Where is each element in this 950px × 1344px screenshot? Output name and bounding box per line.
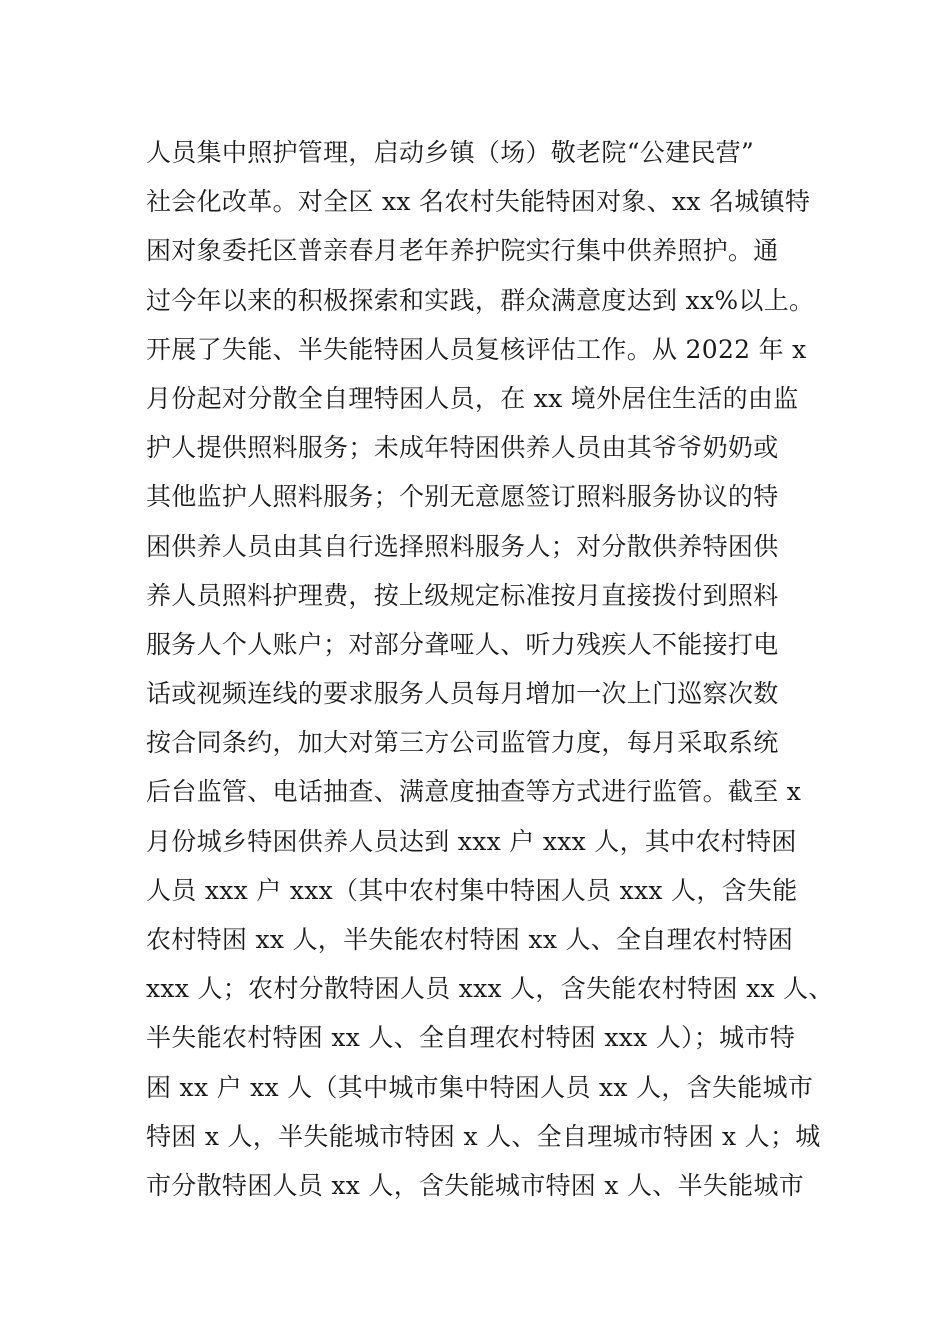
text-line: 人员集中照护管理，启动乡镇（场）敬老院“公建民营”: [146, 138, 755, 167]
text-line: 按合同条约，加大对第三方公司监管力度，每月采取系统: [146, 728, 779, 758]
text-line: 人员 xxx 户 xxx（其中农村集中特困人员 xxx 人，含失能: [146, 875, 798, 905]
body-text: [146, 128, 834, 1210]
text-line: 月份起对分散全自理特困人员，在 xx 境外居住生活的由监: [146, 383, 799, 413]
text-line: 后台监管、电话抽查、满意度抽查等方式进行监管。截至 x: [146, 777, 802, 807]
text-line: 话或视频连线的要求服务人员每月增加一次上门巡察次数: [146, 679, 779, 709]
text-line: 护人提供照料服务；未成年特困供养人员由其爷爷奶奶或: [146, 433, 779, 463]
text-line: 养人员照料护理费，按上级规定标准按月直接拨付到照料: [146, 580, 779, 610]
text-line: 特困 x 人，半失能城市特困 x 人、全自理城市特困 x 人；城: [146, 1121, 821, 1151]
text-line: 半失能农村特困 xx 人、全自理农村特困 xxx 人）；城市特: [146, 1023, 796, 1053]
text-line: 市分散特困人员 xx 人，含失能城市特困 x 人、半失能城市: [146, 1170, 805, 1200]
text-line: 开展了失能、半失能特困人员复核评估工作。从 2022 年 x: [146, 334, 807, 364]
text-line: 社会化改革。对全区 xx 名农村失能特困对象、xx 名城镇特: [146, 187, 811, 217]
text-line: 困对象委托区普亲春月老年养护院实行集中供养照护。通: [146, 236, 779, 266]
text-line: 其他监护人照料服务；个别无意愿签订照料服务协议的特: [146, 482, 779, 512]
text-line: 月份城乡特困供养人员达到 xxx 户 xxx 人，其中农村特困: [146, 826, 797, 856]
text-line: 服务人个人账户；对部分聋哑人、听力残疾人不能接打电: [146, 629, 779, 659]
text-line: 困 xx 户 xx 人（其中城市集中特困人员 xx 人，含失能城市: [146, 1072, 814, 1102]
text-line: 过今年以来的积极探索和实践，群众满意度达到 xx%以上。: [146, 285, 815, 315]
text-line: xxx 人；农村分散特困人员 xxx 人，含失能农村特困 xx 人、: [146, 974, 834, 1004]
text-line: 农村特困 xx 人，半失能农村特困 xx 人、全自理农村特困: [146, 925, 794, 954]
text-line: 困供养人员由其自行选择照料服务人；对分散供养特困供: [146, 531, 779, 561]
